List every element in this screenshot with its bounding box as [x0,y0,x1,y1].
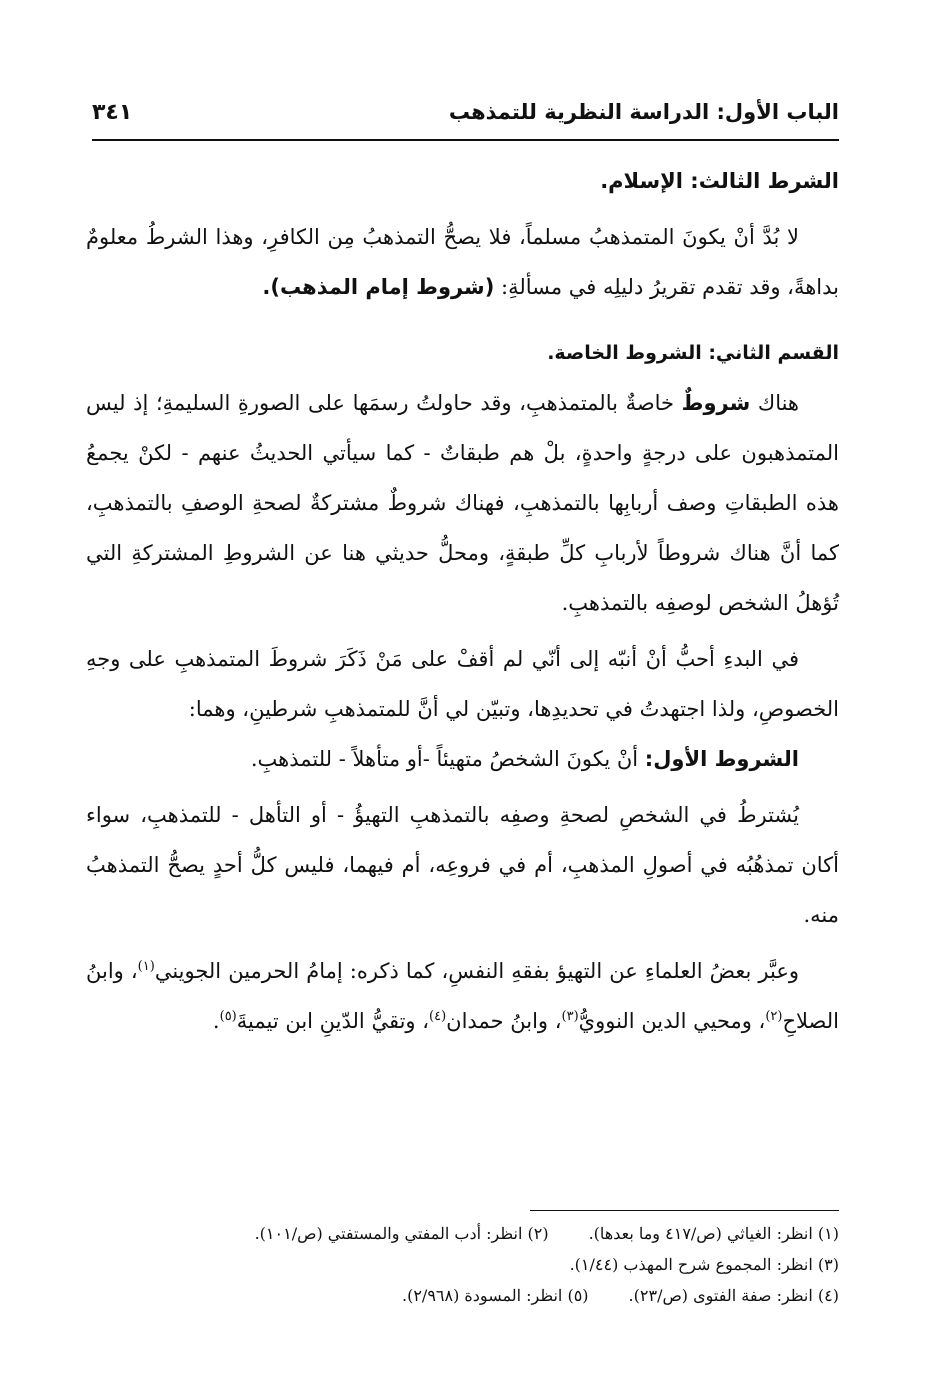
footnote-4: (٤) انظر: صفة الفتوى (ص/٢٣). [628,1286,839,1305]
paragraph-islam [86,212,839,312]
footnote-3: (٣) انظر: المجموع شرح المهذب (١/٤٤). [569,1255,839,1274]
paragraph-text: لا بُدَّ أنْ يكونَ المتمذهبُ مسلماً، فلا يصحُّ التمذهبُ مِن الكافرِ، وهذا الشرطُ معلومٌ بداهةً، وقد تقدم تقريرُ دليلِه في مسألةِ: [86,225,839,299]
paragraph-text: ، وابنُ الصلاحِ [86,959,839,1033]
paragraph-introduction: في البدءِ أحبُّ أنْ أنبّه إلى أنّي لم أقفْ على مَنْ ذَكَرَ شروطَ المتمذهبِ على وجهِ الخصوصِ، ولذا اجتهدتُ في تحديدِها، وتبيّن لي أنَّ للمتمذهبِ شرطينِ، وهما: [86,647,839,721]
footnote-marker: (٥) [219,1009,237,1024]
footnote-line [92,1280,839,1311]
footnote-line [92,1218,839,1249]
footnote-2: (٢) انظر: أدب المفتي والمستفتي (ص/١٠١). [254,1224,549,1243]
paragraph-text: ، ومحيي الدين النوويُّ [578,1009,766,1033]
page-header [92,100,839,134]
header-divider [92,139,839,141]
footnote-divider [530,1210,839,1211]
page-number: ٣٤١ [92,100,133,125]
footnote-marker: (١) [137,959,155,974]
paragraph-text: وعبَّر بعضُ العلماءِ عن التهيؤ بفقهِ النفسِ، كما ذكره: إمامُ الحرمين الجويني [154,959,799,983]
footnotes [92,1218,839,1311]
condition-text: أنْ يكونَ الشخصُ متهيئاً -أو متأهلاً - للتمذهبِ. [250,747,645,771]
bold-term: شروطٌ [681,391,751,415]
footnote-line [92,1249,839,1280]
condition-label: الشروط الأول: [644,747,799,771]
footnote-marker: (٣) [561,1009,579,1024]
page-body [86,156,839,1046]
paragraph-special-conditions [86,378,839,628]
footnote-marker: (٢) [765,1009,783,1024]
section-heading-islam: الشرط الثالث: الإسلام. [600,169,839,193]
condition-one [86,734,839,784]
bold-reference: (شروط إمام المذهب). [262,275,495,299]
section-heading-special-conditions: القسم الثاني: الشروط الخاصة. [547,342,839,364]
paragraph-text: هناك [750,391,799,415]
paragraph-text: خاصةٌ بالمتمذهبِ، وقد حاولتُ رسمَها على الصورةِ السليمةِ؛ إذ ليس المتمذهبون على درجةٍ واحدةٍ، بلْ هم طبقاتٌ - كما سيأتي الحديثُ عنهم - لكنْ يجمعُ هذه الطبقاتِ وصف أربابِها بالتمذهبِ، فهناك شروطٌ مشتركةٌ لصحةِ الوصفِ بالتمذهبِ، كما أنَّ هناك شروطاً لأربابِ كلِّ طبقةٍ، ومحلُّ حديثي هنا عن الشروطِ المشتركةِ التي تُؤهلُ الشخص لوصفِه بالتمذهبِ. [86,391,839,615]
footnote-5: (٥) انظر: المسودة (٢/٩٦٨). [402,1286,589,1305]
footnote-marker: (٤) [429,1009,447,1024]
footnote-1: (١) انظر: الغياثي (ص/٤١٧ وما بعدها). [588,1224,839,1243]
paragraph-text: . [212,1009,220,1033]
paragraph-text: ، وابنُ حمدان [446,1009,562,1033]
paragraph-scholars [86,946,839,1046]
chapter-title: الباب الأول: الدراسة النظرية للتمذهب [448,100,839,124]
paragraph-text: ، وتقيُّ الدّينِ ابن تيميةَ [236,1009,430,1033]
paragraph-condition-explanation: يُشترطُ في الشخصِ لصحةِ وصفِه بالتمذهبِ التهيؤُ - أو التأهل - للتمذهبِ، سواء أكان تمذهُبُه في أصولِ المذهبِ، أم في فروعِه، أم فيهما، فليس كلُّ أحدٍ يصحُّ التمذهبُ منه. [86,803,839,927]
